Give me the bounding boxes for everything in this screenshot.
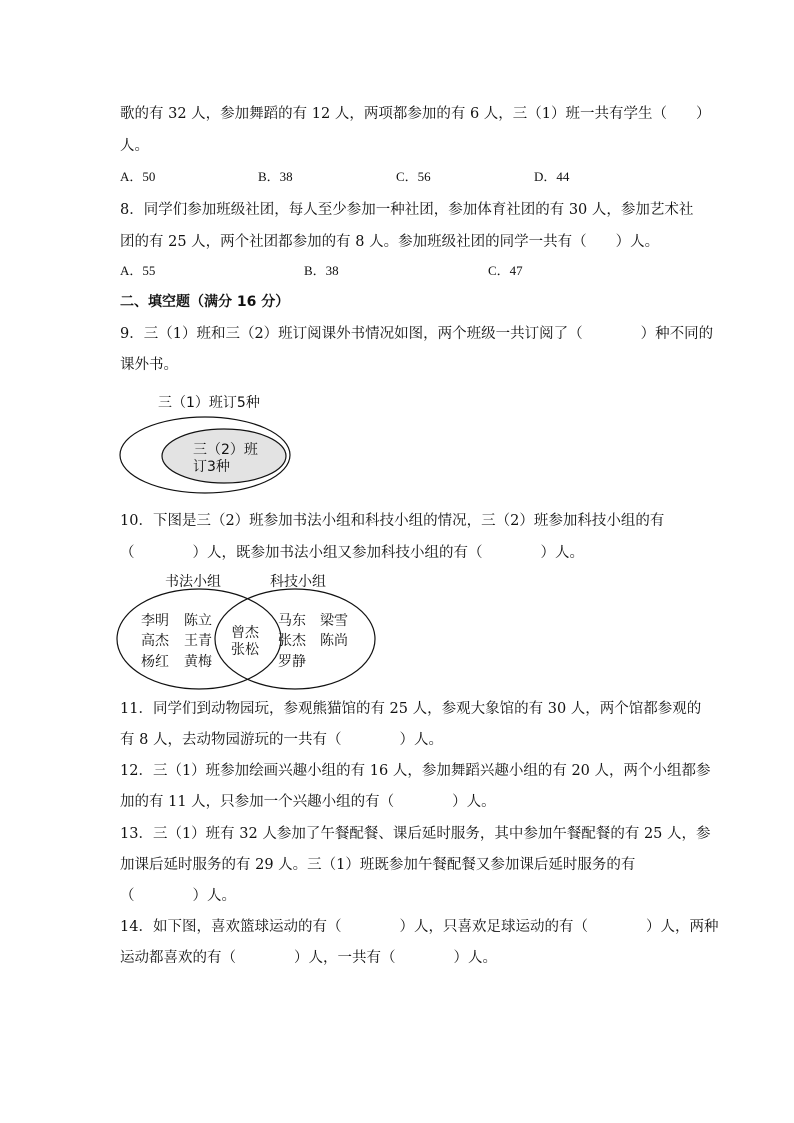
q13-text-line2: 加课后延时服务的有 29 人。三（1）班既参加午餐配餐又参加课后延时服务的有 <box>120 857 636 873</box>
q8-text-line2: 团的有 25 人，两个社团都参加的有 8 人。参加班级社团的同学一共有（ ）人。 <box>120 234 660 250</box>
venn-name: 梁雪 <box>320 613 348 629</box>
venn-name: 王青 <box>184 633 212 649</box>
q10-left-title: 书法小组 <box>165 574 221 590</box>
q14-text-line2: 运动都喜欢的有（ ）人，一共有（ ）人。 <box>120 950 497 966</box>
q10-text-line1: 10．下图是三（2）班参加书法小组和科技小组的情况，三（2）班参加科技小组的有 <box>120 513 665 529</box>
q12-text-line1: 12．三（1）班参加绘画兴趣小组的有 16 人，参加舞蹈兴趣小组的有 20 人，两个小组都参 <box>120 763 711 779</box>
q7-option-d[interactable]: D．44 <box>534 169 570 184</box>
q7-option-b[interactable]: B．38 <box>258 169 293 184</box>
q8-text-line1: 8．同学们参加班级社团，每人至少参加一种社团，参加体育社团的有 30 人，参加艺术社 <box>120 202 694 218</box>
venn-name: 张杰 <box>278 633 306 649</box>
q10-right-title: 科技小组 <box>270 574 326 590</box>
q7-option-a[interactable]: A．50 <box>120 169 156 184</box>
q12-text-line2: 加的有 11 人，只参加一个兴趣小组的有（ ）人。 <box>120 794 496 810</box>
q9-inner-label-line1: 三（2）班 <box>193 442 258 458</box>
q9-text-line2: 课外书。 <box>120 357 178 373</box>
venn-name: 李明 <box>141 613 169 629</box>
venn-name: 高杰 <box>141 633 169 649</box>
venn-name: 马东 <box>278 613 306 629</box>
q11-text-line1: 11．同学们到动物园玩，参观熊猫馆的有 25 人，参观大象馆的有 30 人，两个馆都参观的 <box>120 701 702 717</box>
venn-name: 杨红 <box>141 654 169 670</box>
q7-option-c[interactable]: C．56 <box>396 169 431 184</box>
q8-option-b[interactable]: B．38 <box>304 263 339 278</box>
q13-text-line1: 13．三（1）班有 32 人参加了午餐配餐、课后延时服务，其中参加午餐配餐的有 25 人，参 <box>120 826 711 842</box>
venn-name: 陈尚 <box>320 633 348 649</box>
q10-text-line2: （ ）人，既参加书法小组又参加科技小组的有（ ）人。 <box>120 545 584 561</box>
q11-text-line2: 有 8 人，去动物园游玩的一共有（ ）人。 <box>120 732 443 748</box>
venn-name: 张松 <box>231 642 259 658</box>
venn-name: 罗静 <box>278 654 306 670</box>
q13-text-line3: （ ）人。 <box>120 888 236 904</box>
q7-text-line2: 人。 <box>120 138 149 154</box>
q9-outer-label: 三（1）班订5种 <box>158 395 260 411</box>
q7-text-line1: 歌的有 32 人，参加舞蹈的有 12 人，两项都参加的有 6 人，三（1）班一共有学生（ ） <box>120 106 711 122</box>
q14-text-line1: 14．如下图，喜欢篮球运动的有（ ）人，只喜欢足球运动的有（ ）人，两种 <box>120 919 719 935</box>
q9-inner-label-line2: 订3种 <box>193 459 230 475</box>
q8-option-a[interactable]: A．55 <box>120 263 156 278</box>
venn-name: 黄梅 <box>184 654 212 670</box>
q9-text-line1: 9．三（1）班和三（2）班订阅课外书情况如图，两个班级一共订阅了（ ）种不同的 <box>120 326 714 342</box>
section-heading-fill-in: 二、填空题（满分 16 分） <box>120 294 290 310</box>
q8-option-c[interactable]: C．47 <box>488 263 523 278</box>
venn-name: 陈立 <box>184 613 212 629</box>
venn-name: 曾杰 <box>231 625 259 641</box>
